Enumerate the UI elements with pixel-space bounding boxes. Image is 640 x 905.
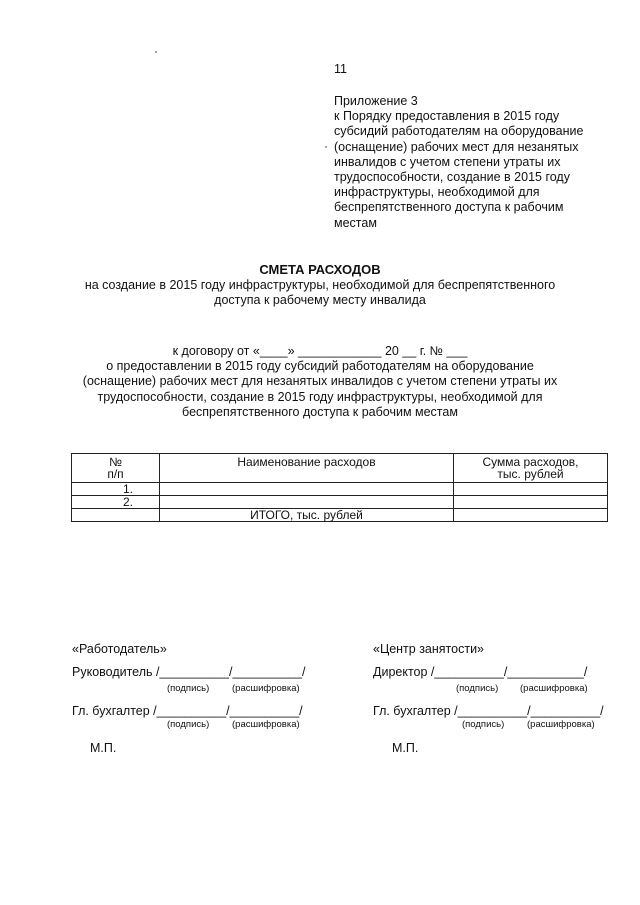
row-amount[interactable] [454,496,608,509]
appendix-line: инвалидов с учетом степени утраты их [334,154,561,169]
appendix-line: беспрепятственного доступа к рабочим [334,200,564,215]
page-number: 11 [334,62,347,76]
contract-description-line: о предоставлении в 2015 году субсидий работодателям на оборудование [106,359,534,374]
contract-reference [0,344,640,420]
center-director-decoding-hint: (расшифровка) [520,683,588,694]
appendix-line: трудоспособности, создание в 2015 году [334,170,570,185]
employer-head-decoding-hint: (расшифровка) [232,683,300,694]
table-header-row [72,454,608,483]
document-title: СМЕТА РАСХОДОВ [259,262,381,277]
center-director-signature-line: Директор /__________/___________/ [373,665,588,679]
row-number: 2. [72,496,160,509]
appendix-line: субсидий работодателям на оборудование [334,124,584,139]
employer-stamp-place: М.П. [90,741,117,755]
employer-head-signature-hint: (подпись) [167,683,210,694]
row-expense-name[interactable] [160,483,454,496]
appendix-line: инфраструктуры, необходимой для [334,185,540,200]
employer-label: «Работодатель» [72,642,167,656]
header-number: № п/п [72,454,160,483]
expense-table [71,453,608,522]
center-accountant-decoding-hint: (расшифровка) [527,719,595,730]
employer-head-signature-line: Руководитель /__________/__________/ [72,665,306,679]
center-stamp-place: М.П. [392,741,419,755]
appendix-line: местам [334,215,377,230]
appendix-note [334,94,604,231]
contract-line: к договору от «____» ____________ 20 __ г. № ___ [172,344,468,358]
center-accountant-signature-hint: (подпись) [462,719,505,730]
appendix-line: к Порядку предоставления в 2015 году [334,109,560,124]
table-total-row [72,509,608,522]
employment-center-label: «Центр занятости» [373,642,485,656]
center-accountant-signature-line: Гл. бухгалтер /__________/__________/ [373,704,604,718]
document-subtitle [0,278,640,308]
header-amount: Сумма расходов, тыс. рублей [454,454,608,483]
employer-accountant-signature-line: Гл. бухгалтер /__________/__________/ [72,704,303,718]
table-row [72,483,608,496]
appendix-line: (оснащение) рабочих мест для незанятых [334,139,579,154]
total-label: ИТОГО, тыс. рублей [160,509,454,522]
table-row [72,496,608,509]
scan-speck [325,146,327,148]
contract-description-line: трудоспособности, создание в 2015 году инфраструктуры, необходимой для [97,389,543,404]
appendix-line: Приложение 3 [334,94,418,108]
contract-description-line: (оснащение) рабочих мест для незанятых инвалидов с учетом степени утраты их [82,374,558,389]
scan-speck [155,51,157,53]
row-amount[interactable] [454,483,608,496]
subtitle-line: на создание в 2015 году инфраструктуры, необходимой для беспрепятственного [84,278,556,292]
total-number-cell [72,509,160,522]
row-number: 1. [72,483,160,496]
subtitle-line: доступа к рабочему месту инвалида [214,293,426,308]
employer-accountant-signature-hint: (подпись) [167,719,210,730]
header-expense-name: Наименование расходов [160,454,454,483]
row-expense-name[interactable] [160,496,454,509]
contract-description-line: беспрепятственного доступа к рабочим местам [182,404,458,419]
total-amount[interactable] [454,509,608,522]
center-director-signature-hint: (подпись) [456,683,499,694]
employer-accountant-decoding-hint: (расшифровка) [232,719,300,730]
